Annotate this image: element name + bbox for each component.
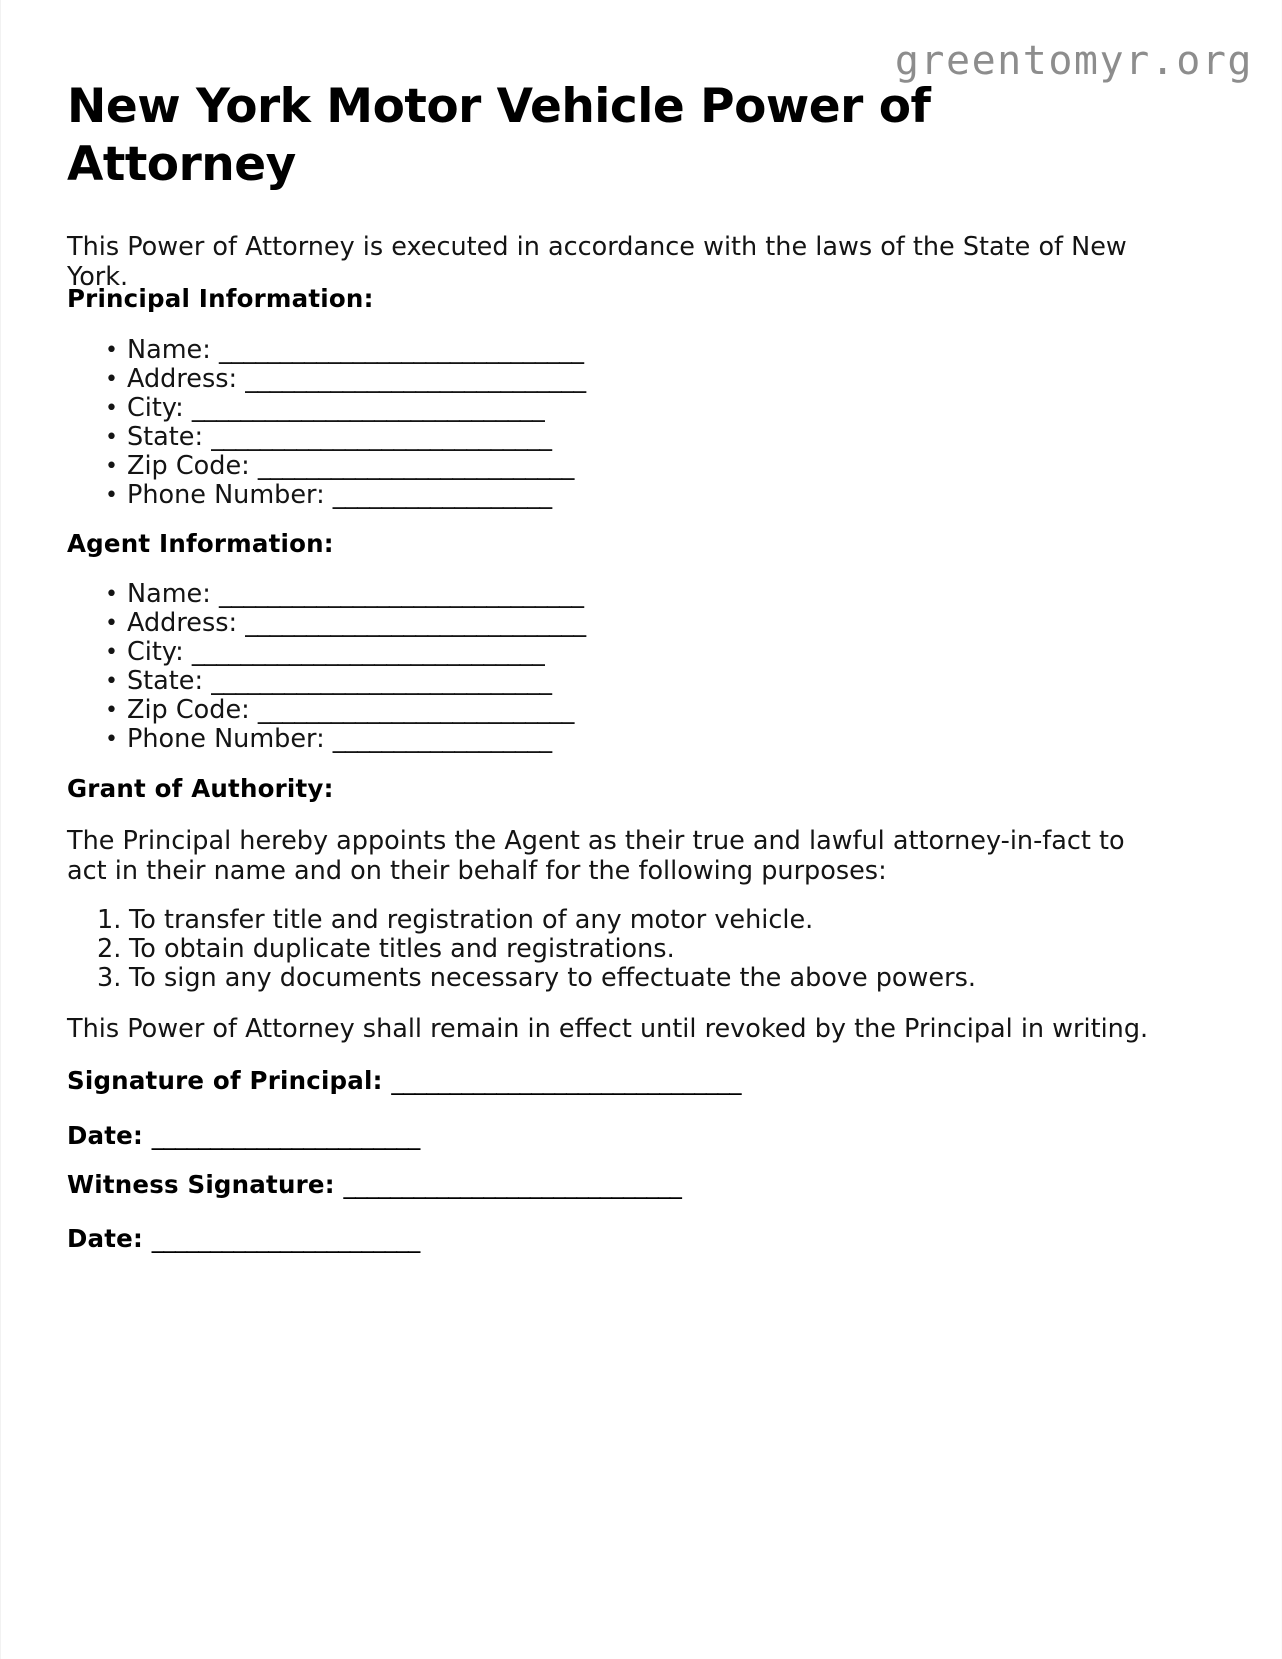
agent-fields-list xyxy=(101,580,585,754)
list-item xyxy=(101,452,585,481)
principal-date-line xyxy=(67,1122,420,1150)
date-blank[interactable]: _______________________ xyxy=(151,1121,420,1150)
principal-fields-list xyxy=(101,336,585,510)
field-label: Phone Number: xyxy=(127,480,325,510)
field-blank[interactable]: ____________________________ xyxy=(211,422,552,452)
field-blank[interactable]: __________________________ xyxy=(257,451,574,481)
field-blank[interactable]: _____________________________ xyxy=(191,393,545,423)
field-blank[interactable]: _____________________________ xyxy=(191,637,545,667)
field-label: Zip Code: xyxy=(127,695,250,725)
agent-information-heading: Agent Information: xyxy=(67,529,334,558)
witness-date-line xyxy=(67,1225,420,1253)
site-watermark: greentomyr.org xyxy=(894,38,1253,84)
signature-blank[interactable]: _____________________________ xyxy=(343,1170,682,1199)
field-label: City: xyxy=(127,393,184,423)
field-label: Address: xyxy=(127,608,238,638)
list-item xyxy=(101,609,585,638)
principal-information-heading: Principal Information: xyxy=(67,284,374,313)
field-label: Phone Number: xyxy=(127,724,325,754)
list-item xyxy=(97,964,976,993)
field-label: State: xyxy=(127,666,204,696)
field-blank[interactable]: __________________ xyxy=(332,480,552,510)
signature-label: Witness Signature: xyxy=(67,1170,335,1199)
field-blank[interactable]: ______________________________ xyxy=(218,335,584,365)
list-item xyxy=(97,906,976,935)
revocation-paragraph: This Power of Attorney shall remain in effect until revoked by the Principal in writing. xyxy=(67,1014,1149,1044)
list-item xyxy=(101,481,585,510)
list-item xyxy=(97,935,976,964)
list-item xyxy=(101,667,585,696)
date-label: Date: xyxy=(67,1224,143,1253)
list-item xyxy=(101,580,585,609)
list-item xyxy=(101,725,585,754)
list-item-label: To obtain duplicate titles and registrations. xyxy=(129,934,675,964)
list-item xyxy=(101,423,585,452)
witness-signature-line xyxy=(67,1171,681,1199)
field-label: Zip Code: xyxy=(127,451,250,481)
field-label: City: xyxy=(127,637,184,667)
field-blank[interactable]: ______________________________ xyxy=(218,579,584,609)
field-blank[interactable]: ____________________________ xyxy=(245,608,586,638)
list-item xyxy=(101,638,585,667)
field-label: State: xyxy=(127,422,204,452)
powers-list xyxy=(97,906,976,993)
field-label: Name: xyxy=(127,579,211,609)
signature-of-principal-line xyxy=(67,1067,741,1095)
field-blank[interactable]: ____________________________ xyxy=(211,666,552,696)
list-item-label: To sign any documents necessary to effectuate the above powers. xyxy=(129,963,976,993)
date-label: Date: xyxy=(67,1121,143,1150)
signature-blank[interactable]: ______________________________ xyxy=(391,1066,741,1095)
list-item xyxy=(101,336,585,365)
grant-of-authority-heading: Grant of Authority: xyxy=(67,774,334,803)
list-item-number: 3. xyxy=(97,963,122,993)
list-item xyxy=(101,696,585,725)
list-item-number: 2. xyxy=(97,934,122,964)
signature-label: Signature of Principal: xyxy=(67,1066,383,1095)
page-title: New York Motor Vehicle Power of Attorney xyxy=(67,79,931,192)
field-label: Name: xyxy=(127,335,211,365)
list-item xyxy=(101,394,585,423)
field-blank[interactable]: __________________ xyxy=(332,724,552,754)
field-blank[interactable]: __________________________ xyxy=(257,695,574,725)
field-blank[interactable]: ____________________________ xyxy=(245,364,586,394)
intro-paragraph: This Power of Attorney is executed in accordance with the laws of the State of New York. xyxy=(67,232,1127,292)
date-blank[interactable]: _______________________ xyxy=(151,1224,420,1253)
grant-paragraph: The Principal hereby appoints the Agent as their true and lawful attorney-in-fact to act in their name and on their behalf for the following purposes: xyxy=(67,826,1125,886)
list-item-number: 1. xyxy=(97,905,122,935)
list-item xyxy=(101,365,585,394)
list-item-label: To transfer title and registration of any motor vehicle. xyxy=(129,905,814,935)
field-label: Address: xyxy=(127,364,238,394)
